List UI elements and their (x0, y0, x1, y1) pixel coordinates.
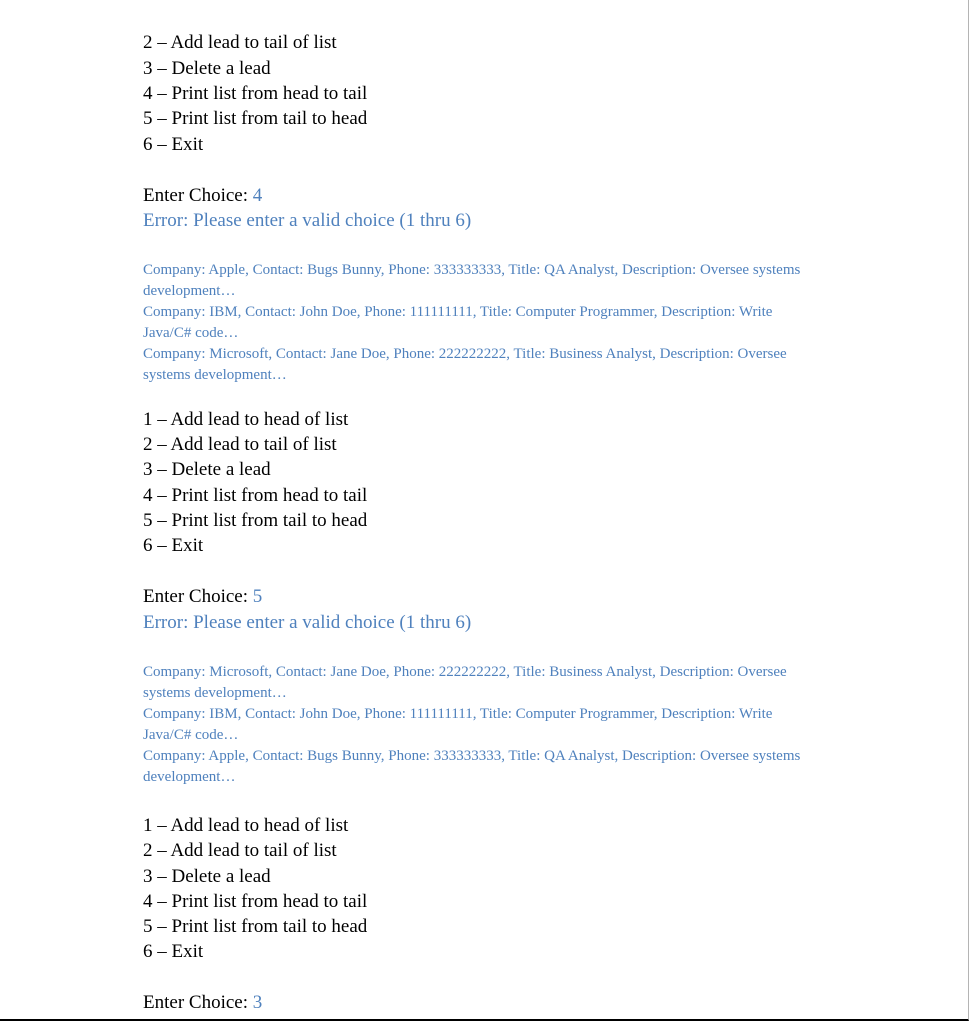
lead-line: Company: Microsoft, Contact: Jane Doe, Phone: 222222222, Title: Business Analyst, Description: Oversee (143, 346, 787, 362)
menu-item-exit: 6 – Exit (143, 941, 204, 962)
lead-line: Company: IBM, Contact: John Doe, Phone: 111111111, Title: Computer Programmer, Description: Write (143, 304, 773, 320)
lead-line: development… (143, 283, 236, 299)
lead-line: Java/C# code… (143, 727, 239, 743)
enter-choice-line (143, 586, 262, 608)
enter-choice-line (143, 992, 262, 1014)
enter-choice-label: Enter Choice: (143, 185, 253, 206)
error-message: Error: Please enter a valid choice (1 thru 6) (143, 612, 472, 633)
menu-item-add-head: 1 – Add lead to head of list (143, 815, 349, 836)
lead-line: systems development… (143, 685, 287, 701)
choice-value: 3 (252, 992, 263, 1013)
menu-item-add-tail: 2 – Add lead to tail of list (143, 32, 337, 53)
menu-item-exit: 6 – Exit (143, 134, 204, 155)
error-message: Error: Please enter a valid choice (1 thru 6) (143, 210, 472, 231)
lead-line: Java/C# code… (143, 325, 239, 341)
lead-line: systems development… (143, 367, 287, 383)
menu-item-delete: 3 – Delete a lead (143, 866, 271, 887)
menu-item-print-head-tail: 4 – Print list from head to tail (143, 485, 368, 506)
menu-item-delete: 3 – Delete a lead (143, 58, 271, 79)
lead-line: Company: Apple, Contact: Bugs Bunny, Phone: 333333333, Title: QA Analyst, Description: Oversee systems (143, 262, 801, 278)
lead-line: development… (143, 769, 236, 785)
menu-item-print-tail-head: 5 – Print list from tail to head (143, 108, 368, 129)
menu-item-print-head-tail: 4 – Print list from head to tail (143, 891, 368, 912)
menu-item-add-tail: 2 – Add lead to tail of list (143, 840, 337, 861)
choice-value: 4 (252, 185, 263, 206)
enter-choice-label: Enter Choice: (143, 992, 253, 1013)
menu-item-delete: 3 – Delete a lead (143, 459, 271, 480)
enter-choice-line (143, 185, 262, 207)
menu-item-print-tail-head: 5 – Print list from tail to head (143, 510, 368, 531)
enter-choice-label: Enter Choice: (143, 586, 253, 607)
menu-item-add-head: 1 – Add lead to head of list (143, 409, 349, 430)
menu-item-exit: 6 – Exit (143, 535, 204, 556)
choice-value: 5 (252, 586, 263, 607)
lead-line: Company: IBM, Contact: John Doe, Phone: 111111111, Title: Computer Programmer, Description: Write (143, 706, 773, 722)
lead-line: Company: Apple, Contact: Bugs Bunny, Phone: 333333333, Title: QA Analyst, Description: Oversee systems (143, 748, 801, 764)
menu-item-print-tail-head: 5 – Print list from tail to head (143, 916, 368, 937)
menu-item-add-tail: 2 – Add lead to tail of list (143, 434, 337, 455)
lead-line: Company: Microsoft, Contact: Jane Doe, Phone: 222222222, Title: Business Analyst, Description: Oversee (143, 664, 787, 680)
menu-item-print-head-tail: 4 – Print list from head to tail (143, 83, 368, 104)
